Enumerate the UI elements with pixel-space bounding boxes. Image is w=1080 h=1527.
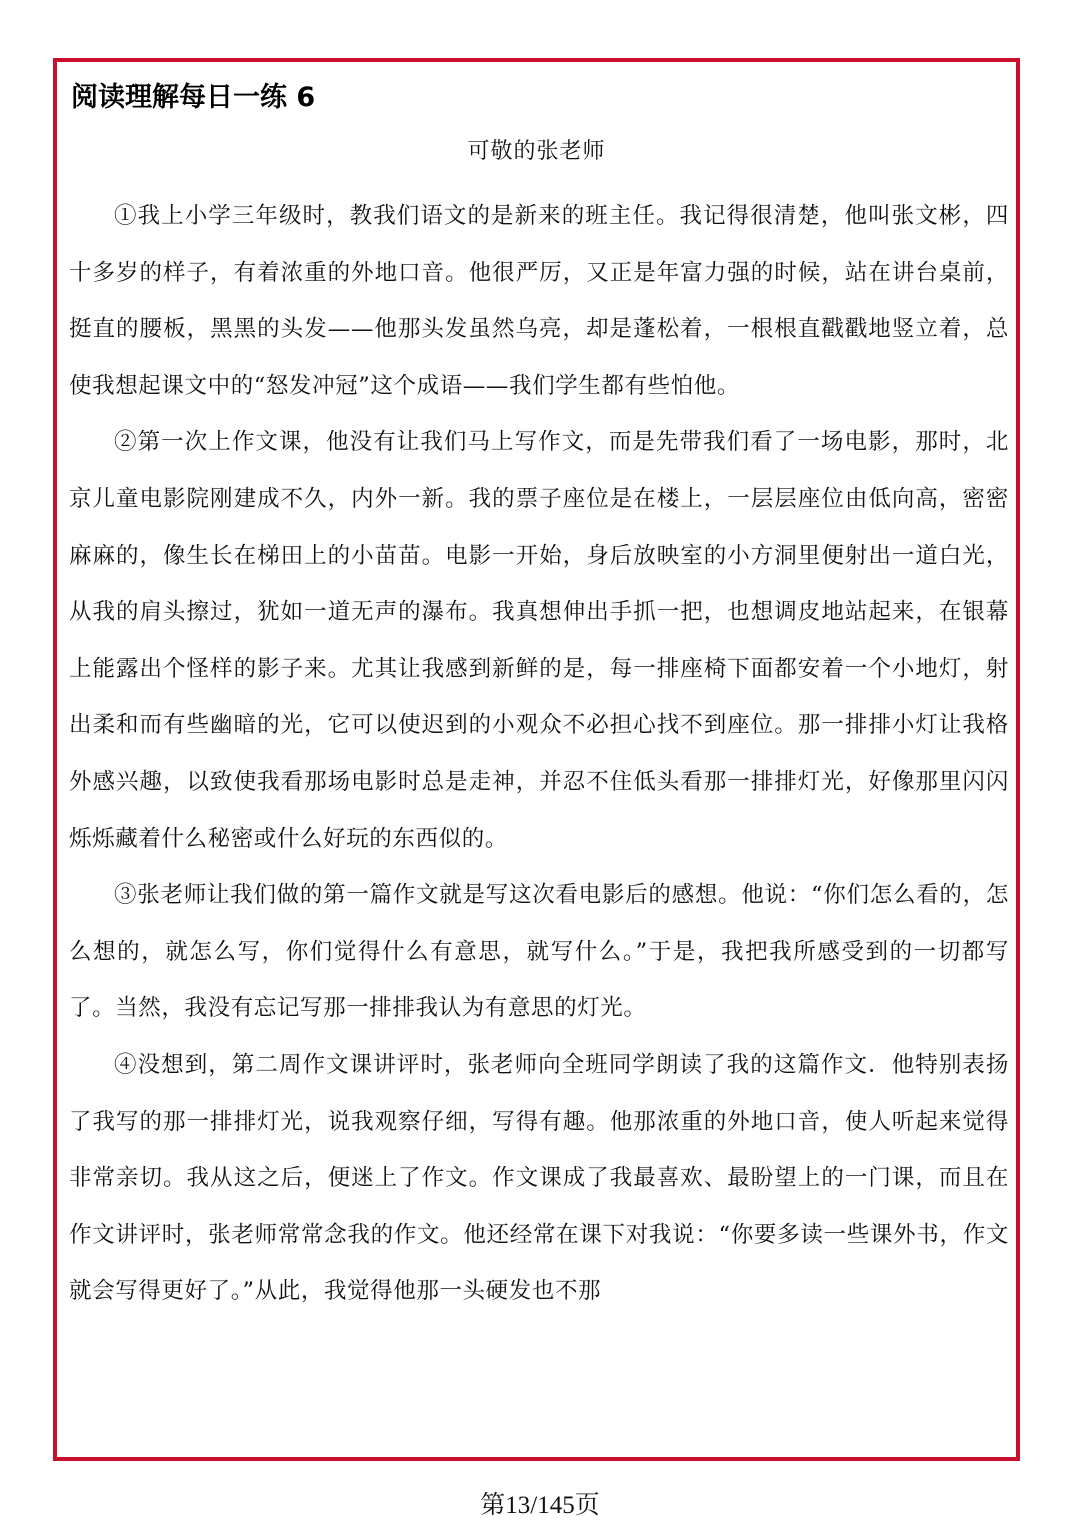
page-frame (53, 58, 1020, 1461)
article-body (69, 188, 1009, 1320)
page-number: 第13/145页 (480, 1492, 600, 1519)
exercise-heading: 阅读理解每日一练 6 (71, 82, 316, 113)
paragraph-1: ①我上小学三年级时，教我们语文的是新来的班主任。我记得很清楚，他叫张文彬，四十多岁的样子，有着浓重的外地口音。他很严厉，又正是年富力强的时候，站在讲台桌前，挺直的腰板，黑黑的头发——他那头发虽然乌亮，却是蓬松着，一根根直戳戳地竖立着，总使我想起课文中的“怒发冲冠”这个成语——我们学生都有些怕他。 (69, 203, 1009, 399)
paragraph-3: ③张老师让我们做的第一篇作文就是写这次看电影后的感想。他说：“你们怎么看的，怎么想的，就怎么写，你们觉得什么有意思，就写什么。”于是，我把我所感受到的一切都写了。当然，我没有忘记写那一排排我认为有意思的灯光。 (69, 882, 1009, 1022)
article-title: 可敬的张老师 (467, 139, 606, 164)
paragraph-4: ④没想到，第二周作文课讲评时，张老师向全班同学朗读了我的这篇作文．他特别表扬了我写的那一排排灯光，说我观察仔细，写得有趣。他那浓重的外地口音，使人听起来觉得非常亲切。我从这之后，便迷上了作文。作文课成了我最喜欢、最盼望上的一门课，而且在作文讲评时，张老师常常念我的作文。他还经常在课下对我说：“你要多读一些课外书，作文就会写得更好了。”从此，我觉得他那一头硬发也不那 (69, 1051, 1009, 1305)
paragraph-2: ②第一次上作文课，他没有让我们马上写作文，而是先带我们看了一场电影，那时，北京儿童电影院刚建成不久，内外一新。我的票子座位是在楼上，一层层座位由低向高，密密麻麻的，像生长在梯田上的小苗苗。电影一开始，身后放映室的小方洞里便射出一道白光，从我的肩头擦过，犹如一道无声的瀑布。我真想伸出手抓一把，也想调皮地站起来，在银幕上能露出个怪样的影子来。尤其让我感到新鲜的是，每一排座椅下面都安着一个小地灯，射出柔和而有些幽暗的光，它可以使迟到的小观众不必担心找不到座位。那一排排小灯让我格外感兴趣，以致使我看那场电影时总是走神，并忍不住低头看那一排排灯光，好像那里闪闪烁烁藏着什么秘密或什么好玩的东西似的。 (69, 429, 1009, 852)
